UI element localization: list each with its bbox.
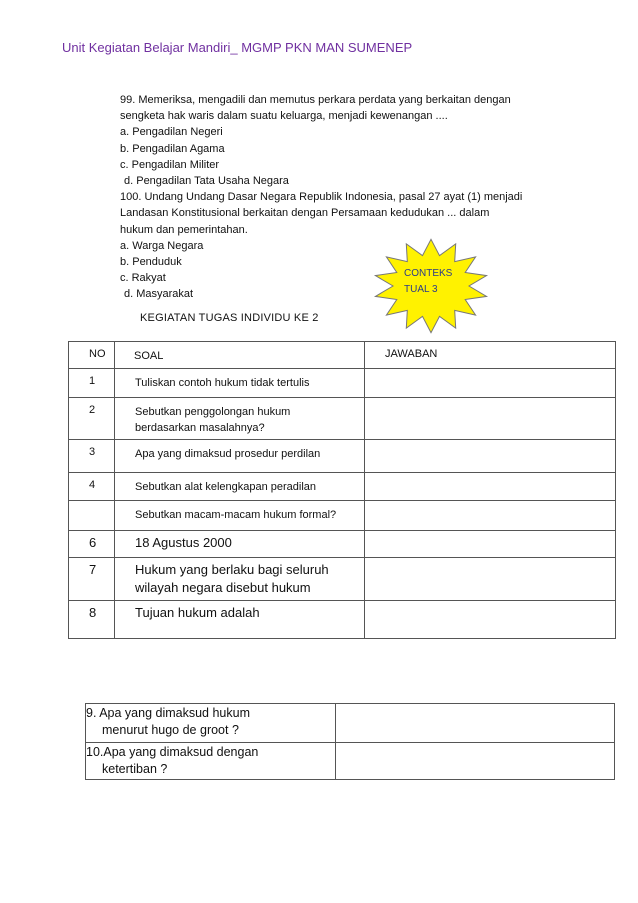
soal-line: berdasarkan masalahnya? [135, 422, 265, 434]
header-jawaban: JAWABAN [365, 342, 616, 369]
question-line: 9. Apa yang dimaksud hukum [86, 706, 250, 720]
option-c: c. Pengadilan Militer [120, 158, 220, 171]
question-100-line: Landasan Konstitusional berkaitan dengan Persamaan kedudukan ... dalam [120, 207, 490, 220]
option-d: d. Pengadilan Tata Usaha Negara [124, 175, 289, 188]
table-row [69, 369, 616, 398]
question-99-line: 99. Memeriksa, mengadili dan memutus perkara perdata yang berkaitan dengan [120, 94, 511, 106]
question-line: 10.Apa yang dimaksud dengan [86, 745, 259, 759]
task-title: KEGIATAN TUGAS INDIVIDU KE 2 [140, 312, 319, 324]
soal-line: wilayah negara disebut hukum [135, 580, 311, 595]
question-100-line: 100. Undang Undang Dasar Negara Republik Indonesia, pasal 27 ayat (1) menjadi [120, 191, 523, 204]
row-no [69, 501, 115, 531]
row-no: 8 [69, 601, 115, 639]
row-soal: 18 Agustus 2000 [115, 531, 365, 558]
question-cell [86, 743, 336, 780]
row-no: 1 [69, 369, 115, 398]
row-soal: Sebutkan macam-macam hukum formal? [115, 501, 365, 531]
question-100-line: hukum dan pemerintahan. [120, 223, 248, 236]
option-c: c. Rakyat [120, 272, 166, 285]
answer-cell[interactable] [336, 704, 615, 743]
row-soal: Sebutkan alat kelengkapan peradilan [115, 473, 365, 501]
option-b: b. Penduduk [120, 256, 182, 269]
row-soal: Tujuan hukum adalah [115, 601, 365, 639]
row-no: 6 [69, 531, 115, 558]
answer-cell[interactable] [365, 473, 616, 501]
question-99-line: sengketa hak waris dalam suatu keluarga, menjadi kewenangan .... [120, 110, 448, 123]
badge-line: CONTEKS [404, 268, 453, 279]
header-soal: SOAL [115, 342, 365, 369]
row-soal: Apa yang dimaksud prosedur perdilan [115, 440, 365, 473]
answer-cell[interactable] [365, 398, 616, 440]
row-soal [115, 558, 365, 601]
badge-label [404, 266, 452, 298]
header-no: NO [69, 342, 115, 369]
table-row [69, 440, 616, 473]
table-row [86, 743, 615, 780]
answer-cell[interactable] [336, 743, 615, 780]
table-row [69, 601, 616, 639]
row-no: 7 [69, 558, 115, 601]
table-row [69, 473, 616, 501]
soal-line: Sebutkan penggolongan hukum [135, 406, 291, 418]
answer-cell[interactable] [365, 501, 616, 531]
table-row [69, 558, 616, 601]
page-header: Unit Kegiatan Belajar Mandiri_ MGMP PKN MAN SUMENEP [62, 40, 413, 55]
question-cell [86, 704, 336, 743]
row-no: 4 [69, 473, 115, 501]
option-a: a. Warga Negara [120, 239, 204, 252]
row-no: 3 [69, 440, 115, 473]
multiple-choice-questions [120, 92, 560, 303]
answer-cell[interactable] [365, 531, 616, 558]
extra-questions-table [85, 703, 615, 780]
answer-cell[interactable] [365, 601, 616, 639]
option-b: b. Pengadilan Agama [120, 142, 225, 155]
question-line: menurut hugo de groot ? [102, 723, 239, 737]
table-row [69, 398, 616, 440]
soal-line: Hukum yang berlaku bagi seluruh [135, 562, 329, 577]
answer-cell[interactable] [365, 558, 616, 601]
table-row [69, 531, 616, 558]
option-d: d. Masyarakat [124, 288, 194, 301]
answer-cell[interactable] [365, 369, 616, 398]
row-soal [115, 398, 365, 440]
answer-cell[interactable] [365, 440, 616, 473]
row-no: 2 [69, 398, 115, 440]
badge-line: TUAL 3 [404, 284, 438, 295]
row-soal: Tuliskan contoh hukum tidak tertulis [115, 369, 365, 398]
table-row [69, 501, 616, 531]
option-a: a. Pengadilan Negeri [120, 126, 223, 139]
task-table [68, 341, 616, 639]
table-row [86, 704, 615, 743]
question-line: ketertiban ? [102, 762, 168, 776]
